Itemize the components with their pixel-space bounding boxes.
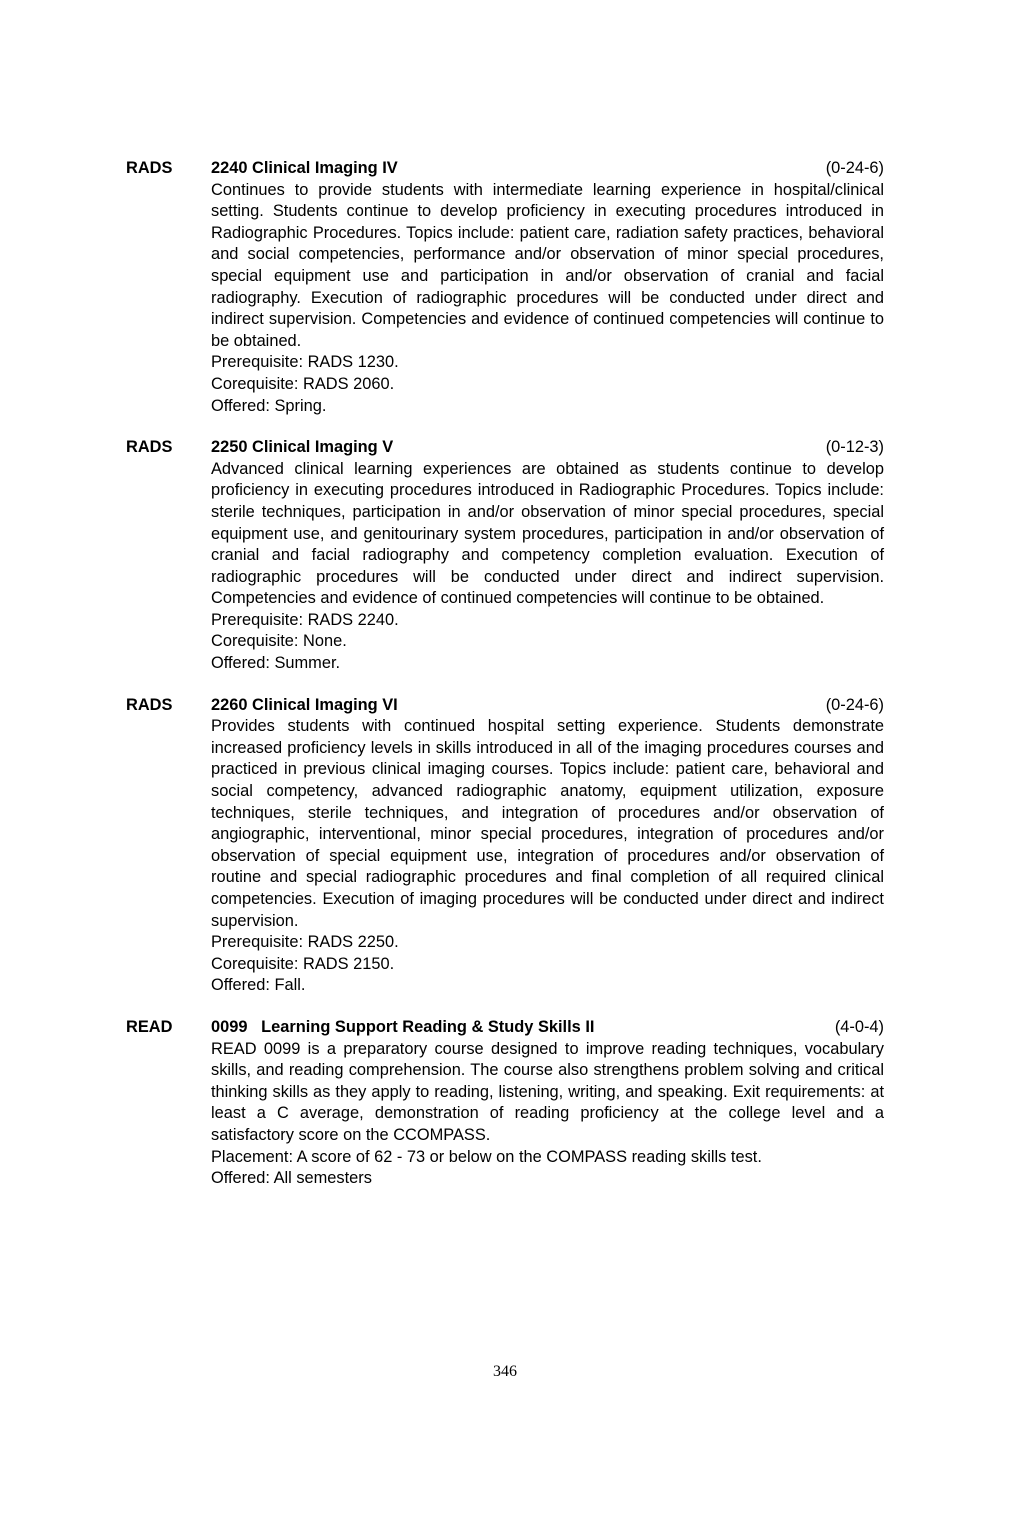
course-header [126,1017,884,1039]
course-prefix: RADS [126,159,173,177]
course-offered: Offered: All semesters [211,1169,372,1188]
course-body [211,180,884,418]
course-header [126,695,884,717]
course-credits: (0-24-6) [825,159,884,177]
course-prerequisite: Prerequisite: RADS 2250. [211,933,399,952]
course-corequisite: Corequisite: RADS 2060. [211,374,395,393]
course-header [126,158,884,180]
course-prerequisite: Prerequisite: RADS 1230. [211,353,399,372]
course-prefix: RADS [126,438,173,457]
course-credits: (0-24-6) [825,695,884,714]
course-title: 0099 Learning Support Reading & Study Skills II [211,1017,595,1036]
course-offered: Offered: Summer. [211,654,341,673]
course-body [211,459,884,675]
course-description: Advanced clinical learning experiences are obtained as students continue to develop proficiency in executing procedures introduced in Radiographic Procedures. Topics include: sterile techniques, participation in and/or observation of minor special procedures, special equipment use, and genitourinary system procedures, participation in and/or observation of cranial and facial radiography and competency completion evaluation. Execution of radiographic procedures will be conducted under direct and indirect supervision. Competencies and evidence of continued competencies will continue to be obtained. [211,459,884,608]
course-entry-rads-2260 [126,695,884,997]
course-description: READ 0099 is a preparatory course designed to improve reading techniques, vocabulary skills, and reading comprehension. The course also strengthens problem solving and critical thinking skills as they apply to reading, listening, writing, and speaking. Exit requirements: at least a C average, demonstration of reading proficiency at the college level and a satisfactory score on the CCOMPASS. [211,1039,884,1144]
course-prerequisite: Prerequisite: RADS 2240. [211,610,399,629]
course-entry-rads-2250 [126,437,884,675]
course-title: 2250 Clinical Imaging V [211,438,394,457]
course-header [126,437,884,459]
course-entry-read-0099 [126,1017,884,1190]
course-list [126,158,884,1210]
course-placement: Placement: A score of 62 - 73 or below on the COMPASS reading skills test. [211,1147,762,1166]
course-credits: (0-12-3) [825,438,884,457]
course-entry-rads-2240 [126,158,884,417]
course-credits: (4-0-4) [834,1017,884,1036]
course-description: Continues to provide students with intermediate learning experience in hospital/clinical setting. Students continue to develop proficiency in executing procedures introduced in Radiographic Procedures. Topics include: patient care, radiation safety practices, behavioral and social competencies, performance and/or observation of minor special procedures, special equipment use and participation in and/or observation of cranial and facial radiography. Execution of radiographic procedures will be conducted under direct and indirect supervision. Competencies and evidence of continued competencies will continue to be obtained. [211,180,884,350]
course-offered: Offered: Spring. [211,396,327,415]
course-corequisite: Corequisite: RADS 2150. [211,954,395,973]
course-offered: Offered: Fall. [211,976,306,995]
course-body [211,1039,884,1190]
course-title: 2240 Clinical Imaging IV [211,159,398,177]
course-corequisite: Corequisite: None. [211,632,347,651]
page-number: 346 [493,1363,517,1380]
course-body [211,716,884,997]
course-prefix: RADS [126,695,173,714]
course-prefix: READ [126,1017,173,1036]
course-description: Provides students with continued hospital setting experience. Students demonstrate increased proficiency levels in skills introduced in all of the imaging procedures courses and practiced in previous clinical imaging courses. Topics include: patient care, behavioral and social competency, advanced radiographic anatomy, equipment utilization, exposure techniques, sterile techniques, and integration of procedures and/or observation of angiographic, interventional, minor special procedures, integration of procedures and/or observation of special equipment use, integration of procedures and/or observation of routine and special radiographic procedures and final completion of all required clinical competencies. Execution of imaging procedures will be conducted under direct and indirect supervision. [211,717,884,930]
course-title: 2260 Clinical Imaging VI [211,695,398,714]
